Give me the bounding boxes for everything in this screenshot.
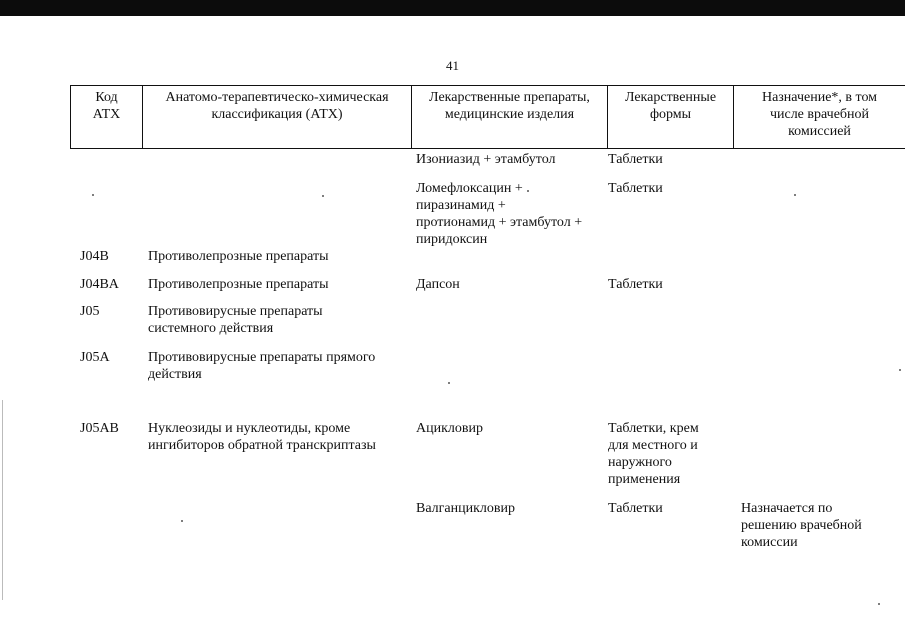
header-text: Назначение*, в том [761,90,878,105]
header-drugs-cell [412,86,608,148]
scan-speck [181,520,183,522]
atc-group: действия [148,367,202,382]
dosage-form: применения [608,472,681,487]
drug-name: Изониазид + этамбутол [416,152,556,167]
atc-code: J04BA [80,277,119,292]
header-text: Лекарственные [624,90,717,105]
dosage-form: Таблетки [608,277,663,292]
dosage-form: для местного и [608,438,698,453]
drug-name: Ломефлоксацин + [416,181,523,196]
header-text: АТХ [92,107,121,122]
header-text: числе врачебной [769,107,870,122]
scan-speck [448,382,450,384]
scan-speck [878,603,880,605]
drug-name: Ацикловир [416,421,483,436]
atc-group: системного действия [148,321,274,336]
header-forms-cell [608,86,734,148]
atc-code: J05 [80,304,100,319]
atc-code: J04B [80,249,109,264]
atc-code: J05A [80,350,110,365]
header-text: Лекарственные препараты, [429,90,590,105]
atc-group: Нуклеозиды и нуклеотиды, кроме [148,421,351,436]
atc-group: Противовирусные препараты прямого [148,350,376,365]
drug-name: пиридоксин [416,232,488,247]
drug-name: пиразинамид + [416,198,506,213]
header-text: Анатомо-терапевтическо-химическая [165,90,389,105]
atc-group: ингибиторов обратной транскриптазы [148,438,376,453]
table-header-row [70,85,905,149]
atc-group: Противовирусные препараты [148,304,323,319]
header-text: классификация (АТХ) [211,107,343,122]
atc-group: Противолепрозные препараты [148,249,329,264]
drug-name: Валганцикловир [416,501,515,516]
purpose-note: Назначается по [741,501,833,516]
atc-code: J05AB [80,421,119,436]
purpose-note: решению врачебной [741,518,862,533]
scan-speck [794,194,796,196]
drug-name: протионамид + этамбутол + [416,215,583,230]
scan-speck [527,190,529,192]
scan-top-bar [0,0,905,16]
page-number: 41 [446,58,459,73]
atc-group: Противолепрозные препараты [148,277,329,292]
header-code-cell [71,86,143,148]
dosage-form: наружного [608,455,672,470]
scan-edge-line [2,400,3,600]
dosage-form: Таблетки, крем [608,421,699,436]
scan-speck [92,194,94,196]
purpose-note: комиссии [741,535,798,550]
header-purpose-cell [734,86,905,148]
header-atc-cell [143,86,412,148]
dosage-form: Таблетки [608,152,663,167]
scan-speck [322,195,324,197]
drug-name: Дапсон [416,277,460,292]
header-text: медицинские изделия [444,107,575,122]
scan-speck [899,369,901,371]
header-text: комиссией [788,124,851,139]
header-text: формы [649,107,692,122]
dosage-form: Таблетки [608,501,663,516]
dosage-form: Таблетки [608,181,663,196]
header-text: Код [95,90,118,105]
